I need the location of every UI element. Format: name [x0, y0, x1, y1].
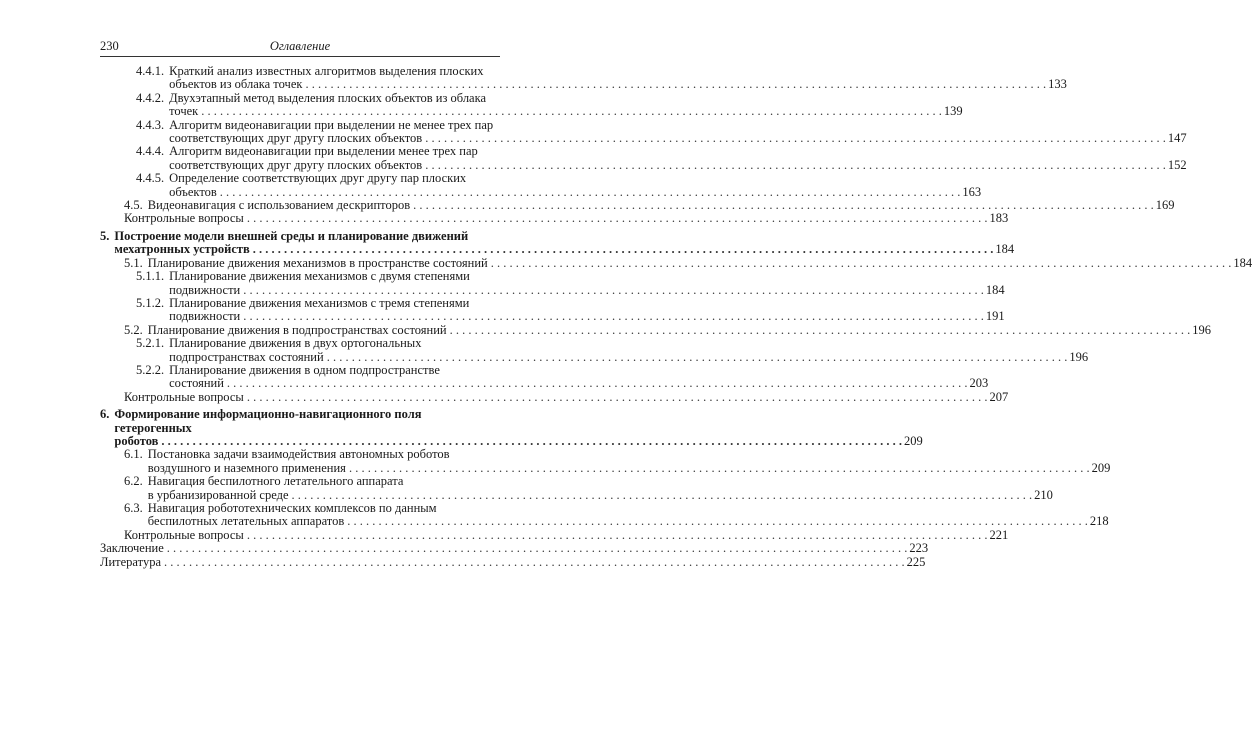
toc-entry-title-line: Навигация беспилотного летательного аппарата	[147, 474, 404, 489]
toc-entry	[100, 90, 963, 119]
toc-entry-title-line: Планирование движения механизмов с тремя степенями	[169, 295, 470, 310]
toc-entry-title-line: Литература	[100, 554, 161, 569]
toc-entry-title-line: Навигация робототехнических комплексов по данным	[147, 501, 437, 515]
toc-entry-number: 5.2.2.	[136, 362, 165, 377]
toc-entry-number: 5.1.1.	[136, 269, 165, 284]
toc-entry-title-line: Планирование движения в двух ортогональных	[169, 336, 422, 351]
toc-entry-number: 6.2.	[124, 474, 143, 489]
dot-leader	[161, 435, 902, 448]
toc-page-number: 183	[989, 211, 1009, 226]
toc-entry-title-line: подвижности	[169, 309, 241, 324]
dot-leader	[247, 529, 988, 542]
toc-page-number: 184	[995, 242, 1015, 257]
toc-entry-number: 4.4.5.	[136, 171, 165, 186]
toc-page-number: 225	[906, 554, 926, 569]
dot-leader	[347, 515, 1088, 528]
toc-page-number: 147	[1167, 131, 1187, 146]
dot-leader	[164, 556, 905, 569]
toc-entry	[100, 211, 1009, 226]
toc-entry-title-line: Алгоритм видеонавигации при выделении не менее трех пар	[169, 117, 494, 132]
toc-entry	[100, 269, 1005, 297]
toc-entry	[100, 474, 1053, 502]
toc-page-number: 139	[943, 104, 963, 119]
toc-entry-title-line: Построение модели внешней среды и планирование движений	[114, 228, 469, 243]
toc-entry-number: 5.2.	[124, 322, 143, 337]
toc-page-number: 223	[909, 541, 929, 556]
toc-entry	[100, 527, 1009, 542]
page-header	[100, 39, 500, 55]
toc-page-number: 191	[985, 309, 1005, 324]
toc-entry-title-line: состояний	[169, 376, 224, 391]
toc-page-number: 169	[1155, 198, 1175, 213]
toc-page-number: 221	[989, 527, 1009, 542]
toc-page-number: 210	[1034, 487, 1053, 502]
dot-leader	[305, 78, 1046, 91]
toc-entry-number: 5.1.2.	[136, 295, 165, 310]
dot-leader	[247, 391, 988, 404]
toc-entry-title-line: воздушного и наземного применения	[147, 460, 346, 475]
toc-page-number: 184	[1233, 255, 1252, 270]
toc-entry-number: 6.	[100, 407, 110, 422]
toc-chapter	[100, 407, 923, 448]
toc-entry-title-line: роботов	[114, 433, 159, 448]
toc-entry-title-line: Двухэтапный метод выделения плоских объектов из облака	[169, 90, 487, 105]
page-number: 230	[100, 39, 119, 53]
toc-entry-title-line: Заключение	[100, 541, 164, 556]
toc-entry-title-line: объектов	[169, 184, 217, 199]
toc-page-number: 184	[985, 282, 1005, 297]
toc-entry-title-line: Контрольные вопросы	[124, 211, 244, 226]
dot-leader	[243, 310, 984, 323]
toc-entry-title-line: подпространствах состояний	[169, 349, 324, 364]
toc-entry-title-line: Видеонавигация с использованием дескрипторов	[147, 198, 411, 213]
dot-leader	[292, 489, 1033, 502]
toc-page-number: 209	[904, 433, 923, 448]
dot-leader	[167, 542, 908, 555]
toc-page-number: 163	[962, 184, 982, 199]
toc-entry	[100, 255, 1252, 270]
toc-entry-number: 5.	[100, 228, 110, 243]
toc-page-number: 133	[1048, 77, 1067, 92]
header-rule	[100, 56, 500, 57]
toc-entry-number: 6.1.	[124, 447, 143, 462]
toc-entry-number: 4.5.	[124, 198, 143, 213]
toc-entry	[100, 64, 1067, 92]
toc-entry-title-line: точек	[169, 104, 199, 119]
toc-entry	[100, 541, 929, 556]
toc-page-number: 218	[1089, 514, 1109, 529]
dot-leader	[201, 105, 942, 118]
toc-entry-number: 5.2.1.	[136, 336, 165, 351]
toc-entry-title-line: мехатронных устройств	[114, 242, 250, 257]
table-of-contents	[100, 64, 1252, 569]
toc-entry	[100, 295, 1005, 324]
toc-page-number: 207	[989, 389, 1009, 404]
toc-entry	[100, 322, 1211, 337]
toc-entry-title-line: Контрольные вопросы	[124, 527, 244, 542]
toc-entry	[100, 554, 926, 569]
toc-page-number: 196	[1192, 322, 1211, 337]
toc-entry-title-line: Определение соответствующих друг другу пар плоских	[169, 171, 467, 186]
dot-leader	[220, 186, 961, 199]
toc-entry-title-line: соответствующих друг другу плоских объектов	[169, 131, 423, 146]
toc-entry-title-line: Постановка задачи взаимодействия автономных роботов	[147, 447, 450, 462]
dot-leader	[450, 324, 1191, 337]
toc-entry-title-line: Формирование информационно-навигационного поля гетерогенных	[114, 407, 422, 435]
dot-leader	[425, 159, 1166, 172]
toc-page-number: 152	[1167, 157, 1187, 172]
toc-chapter	[100, 228, 1015, 257]
toc-entry-title-line: беспилотных летательных аппаратов	[147, 514, 345, 529]
toc-entry-number: 4.4.1.	[136, 64, 165, 78]
toc-entry	[100, 501, 1109, 529]
toc-entry-title-line: Планирование движения в одном подпространстве	[169, 362, 440, 377]
toc-entry-number: 4.4.3.	[136, 117, 165, 132]
toc-entry	[100, 171, 982, 199]
toc-entry-title-line: Контрольные вопросы	[124, 389, 244, 404]
toc-entry-title-line: Планирование движения механизмов с двумя степенями	[169, 269, 470, 284]
toc-page-number: 203	[969, 376, 989, 391]
toc-entry-number: 4.4.4.	[136, 144, 165, 159]
dot-leader	[491, 257, 1232, 270]
dot-leader	[243, 284, 984, 297]
running-title: Оглавление	[269, 39, 331, 53]
toc-entry	[100, 447, 1111, 475]
toc-entry	[100, 198, 1175, 213]
toc-entry-number: 6.3.	[124, 501, 143, 515]
toc-entry	[100, 362, 989, 391]
toc-page-number: 196	[1069, 349, 1089, 364]
toc-entry	[100, 336, 1089, 364]
dot-leader	[227, 377, 968, 390]
toc-page-number: 209	[1091, 460, 1111, 475]
toc-entry	[100, 144, 1187, 172]
toc-entry-title-line: Краткий анализ известных алгоритмов выделения плоских	[169, 64, 484, 78]
dot-leader	[425, 132, 1166, 145]
dot-leader	[327, 351, 1068, 364]
toc-entry-number: 5.1.	[124, 255, 143, 270]
toc-entry	[100, 389, 1009, 404]
toc-entry	[100, 117, 1187, 146]
toc-entry-title-line: Планирование движения в подпространствах состояний	[147, 322, 447, 337]
dot-leader	[413, 199, 1154, 212]
toc-entry-title-line: подвижности	[169, 282, 241, 297]
toc-entry-title-line: Алгоритм видеонавигации при выделении менее трех пар	[169, 144, 478, 159]
toc-entry-title-line: соответствующих друг другу плоских объектов	[169, 157, 423, 172]
toc-entry-title-line: объектов из облака точек	[169, 77, 303, 92]
dot-leader	[349, 462, 1090, 475]
toc-entry-title-line: в урбанизированной среде	[147, 487, 289, 502]
toc-entry-number: 4.4.2.	[136, 90, 165, 105]
dot-leader	[253, 243, 994, 256]
toc-entry-title-line: Планирование движения механизмов в пространстве состояний	[147, 255, 488, 270]
dot-leader	[247, 212, 988, 225]
